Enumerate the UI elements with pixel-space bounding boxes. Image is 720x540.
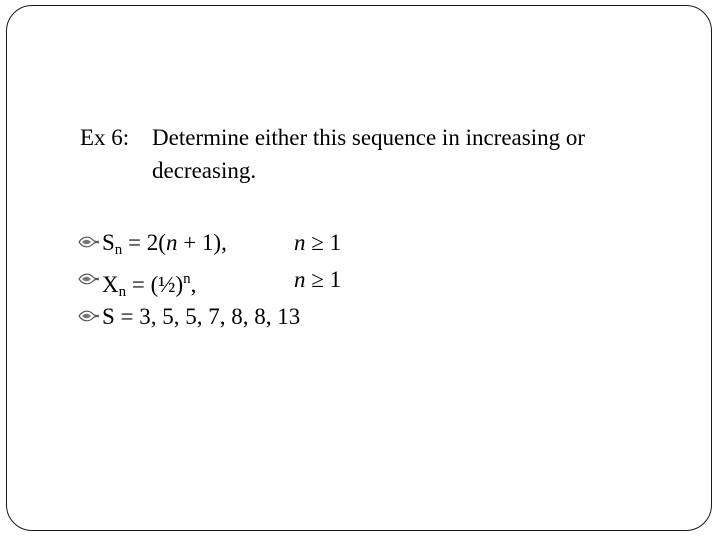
condition-variable: n xyxy=(294,230,306,255)
sequence-subscript: n xyxy=(118,284,127,300)
sequence-rhs-end: + 1), xyxy=(177,230,227,255)
problem-label: Ex 6: xyxy=(80,125,130,150)
condition-rest: ≥ 1 xyxy=(305,267,342,292)
sequence-name: S xyxy=(102,230,115,255)
ornamental-bullet-icon xyxy=(78,235,100,249)
condition-variable: n xyxy=(294,267,306,292)
condition-rest: ≥ 1 xyxy=(305,230,342,255)
sequence-condition xyxy=(294,261,341,298)
sequence-rhs-exponent: n xyxy=(183,271,191,287)
sequence-rhs-start: = 2( xyxy=(122,230,166,255)
sequence-rhs-start: = (½) xyxy=(126,272,184,297)
problem-text: Determine either this sequence in increasing or decreasing. xyxy=(152,125,586,183)
ornamental-bullet-icon xyxy=(78,272,100,286)
sequence-condition xyxy=(294,224,341,261)
sequence-rhs-variable: n xyxy=(165,230,178,255)
sequence-rhs-end: , xyxy=(190,272,197,297)
sequence-name: X xyxy=(102,272,119,297)
sequence-subscript: n xyxy=(114,242,123,258)
sequence-expression: S = 3, 5, 5, 7, 8, 8, 13 xyxy=(102,304,301,329)
ornamental-bullet-icon xyxy=(78,309,100,323)
